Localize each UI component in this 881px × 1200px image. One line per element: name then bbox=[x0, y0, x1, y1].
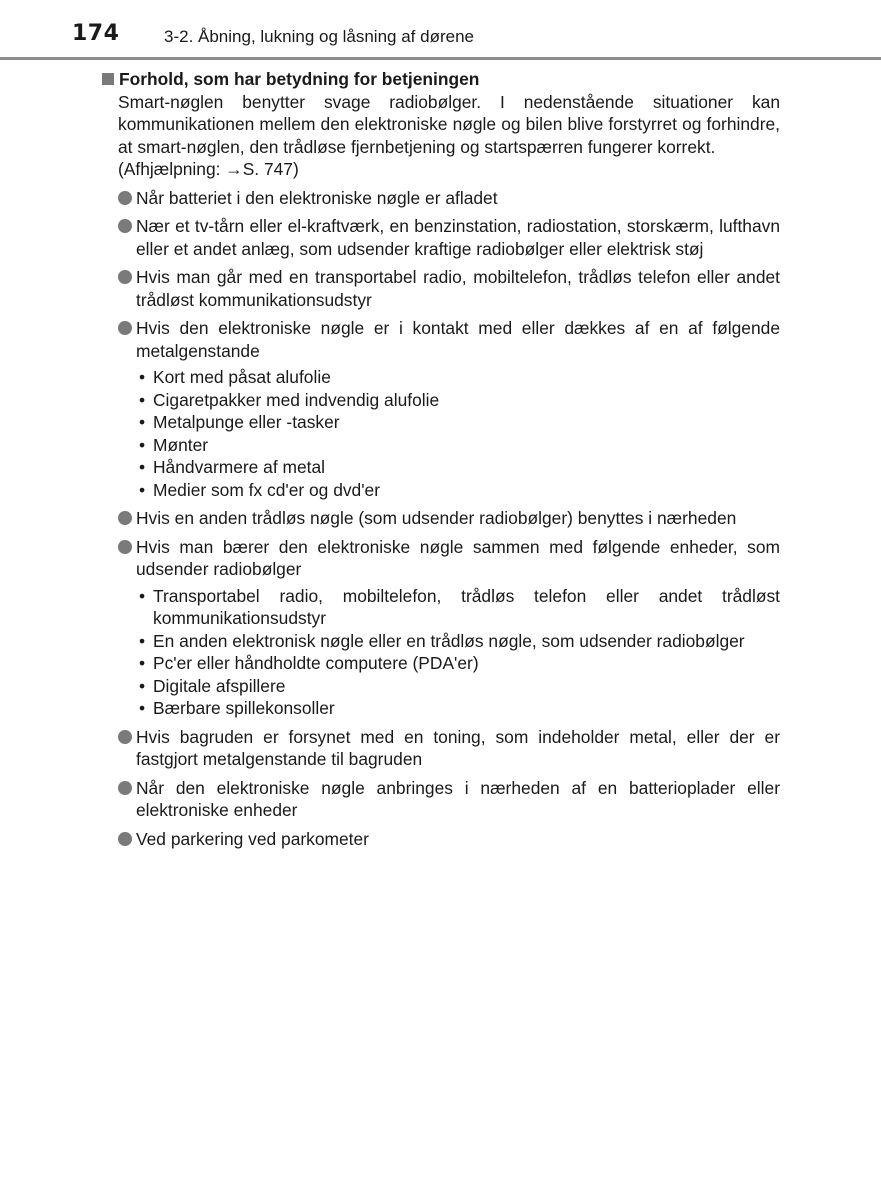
remedy-reference: (Afhjælpning: →S. 747) bbox=[118, 159, 299, 179]
circle-bullet-icon bbox=[118, 540, 132, 554]
list-item-text: Når den elektroniske nøgle anbringes i nærheden af en batterioplader eller elektroniske enheder bbox=[136, 777, 780, 820]
sub-list-item: • Pc'er eller håndholdte computere (PDA'er) bbox=[136, 652, 780, 675]
list-item bbox=[100, 187, 780, 210]
conditions-list bbox=[100, 187, 780, 851]
list-item bbox=[100, 507, 780, 530]
circle-bullet-icon bbox=[118, 321, 132, 335]
list-item-text: Hvis en anden trådløs nøgle (som udsender radiobølger) benyttes i nærheden bbox=[136, 508, 737, 528]
chapter-title: 3-2. Åbning, lukning og låsning af dørene bbox=[164, 27, 474, 46]
section-heading bbox=[100, 68, 780, 91]
intro-paragraph: Smart-nøglen benytter svage radiobølger. I nedenstående situationer kan kommunikationen mellem den elektroniske nøgle og bilen blive forstyrret og forhindre, at smart-nøglen, den trådløse fjernbetjening og startspærren fungerer korrekt. bbox=[118, 91, 780, 157]
page-header bbox=[0, 0, 881, 60]
circle-bullet-icon bbox=[118, 270, 132, 284]
circle-bullet-icon bbox=[118, 730, 132, 744]
list-item bbox=[100, 726, 780, 771]
list-item bbox=[100, 828, 780, 851]
list-item-text: Nær et tv-tårn eller el-kraftværk, en benzinstation, radiostation, storskærm, lufthavn eller et andet anlæg, som udsender kraftige radiobølger eller elektrisk støj bbox=[136, 216, 780, 259]
list-item bbox=[100, 215, 780, 260]
list-item bbox=[100, 266, 780, 311]
sub-list-item: • Bærbare spillekonsoller bbox=[136, 697, 780, 720]
page-number: 174 bbox=[72, 21, 120, 46]
header-divider bbox=[0, 57, 881, 60]
list-item-text: Hvis den elektroniske nøgle er i kontakt med eller dækkes af en af følgende metalgenstande bbox=[136, 318, 780, 361]
sub-list-item: • Håndvarmere af metal bbox=[136, 456, 780, 479]
list-item-text: Ved parkering ved parkometer bbox=[136, 828, 369, 849]
metal-objects-list bbox=[136, 366, 780, 501]
circle-bullet-icon bbox=[118, 191, 132, 205]
sub-list-item: • Mønter bbox=[136, 434, 780, 457]
section-intro bbox=[118, 91, 780, 181]
sub-list-item: • Metalpunge eller -tasker bbox=[136, 411, 780, 434]
sub-list-item: • Kort med påsat alufolie bbox=[136, 366, 780, 389]
list-item bbox=[100, 777, 780, 822]
circle-bullet-icon bbox=[118, 511, 132, 525]
list-item-text: Hvis bagruden er forsynet med en toning, som indeholder metal, eller der er fastgjort metalgenstande til bagruden bbox=[136, 726, 780, 769]
list-item bbox=[100, 536, 780, 720]
square-bullet-icon bbox=[102, 73, 114, 85]
sub-list-item: • Cigaretpakker med indvendig alufolie bbox=[136, 389, 780, 412]
list-item-text: Når batteriet i den elektroniske nøgle er afladet bbox=[136, 187, 498, 208]
circle-bullet-icon bbox=[118, 832, 132, 846]
list-item-text: Hvis man går med en transportabel radio, mobiltelefon, trådløs telefon eller andet trådløst kommunikationsudstyr bbox=[136, 267, 780, 310]
sub-list-item: • En anden elektronisk nøgle eller en trådløs nøgle, som udsender radiobølger bbox=[136, 630, 780, 653]
radio-devices-list bbox=[136, 585, 780, 720]
list-item bbox=[100, 317, 780, 501]
section-title: Forhold, som har betydning for betjeningen bbox=[119, 69, 480, 89]
sub-list-item: • Transportabel radio, mobiltelefon, trådløs telefon eller andet trådløst kommunikationsudstyr bbox=[136, 585, 780, 630]
section-content bbox=[100, 68, 780, 850]
list-item-text: Hvis man bærer den elektroniske nøgle sammen med følgende enheder, som udsender radiobølger bbox=[136, 536, 780, 579]
circle-bullet-icon bbox=[118, 781, 132, 795]
sub-list-item: • Medier som fx cd'er og dvd'er bbox=[136, 479, 780, 502]
sub-list-item: • Digitale afspillere bbox=[136, 675, 780, 698]
circle-bullet-icon bbox=[118, 219, 132, 233]
